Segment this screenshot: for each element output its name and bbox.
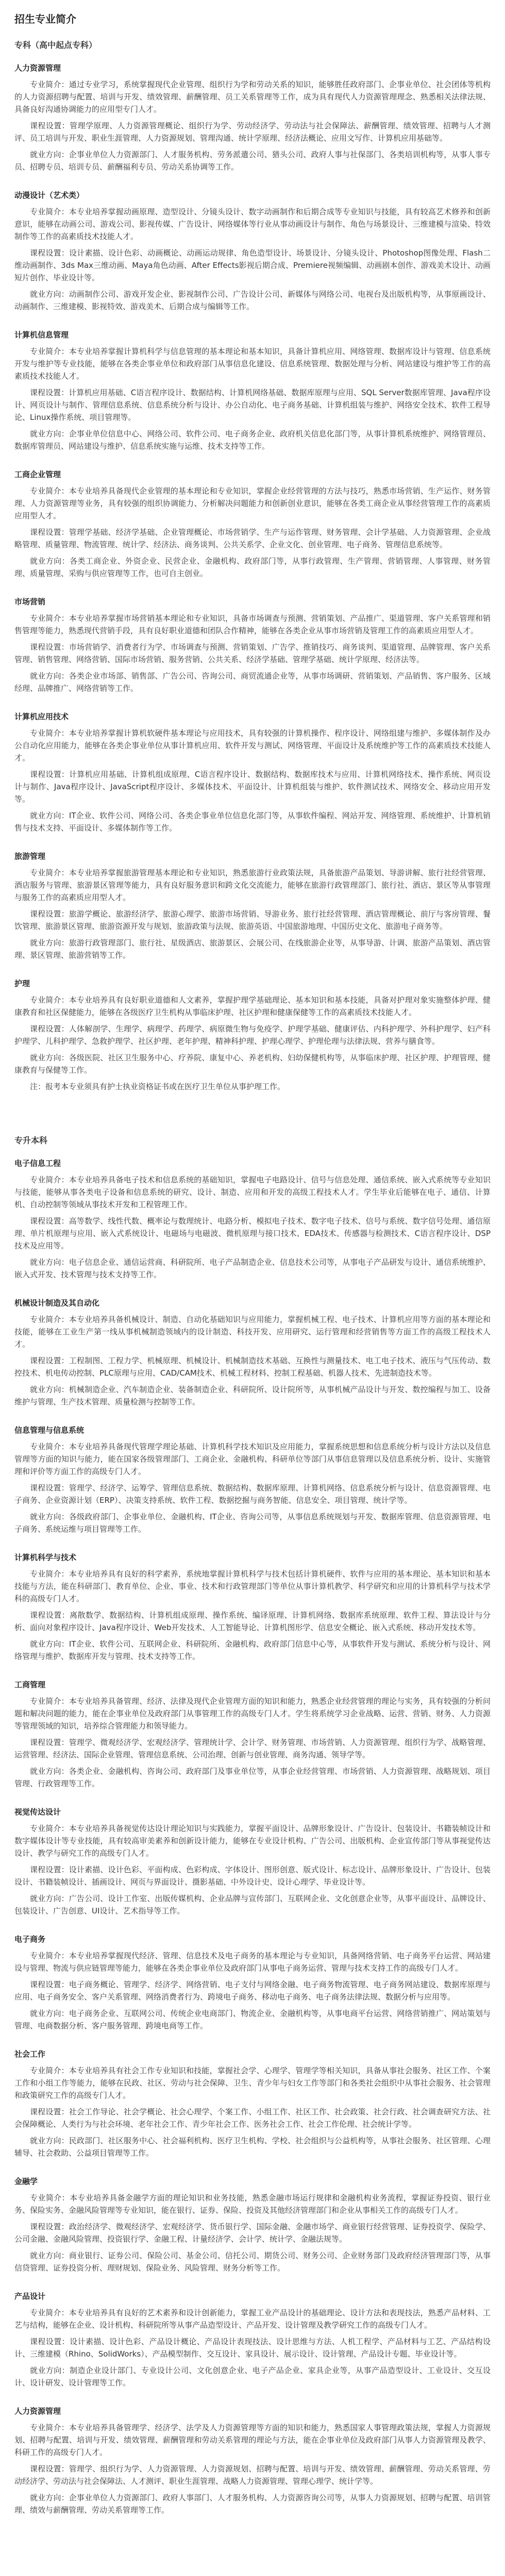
major-paragraph: 就业方向：企事业单位人力资源部门、政府人事部门、人才服务机构、人力资源咨询公司等，从事人力资源规划、招聘与配置、培训管理、绩效与薪酬管理、劳动关系管理等工作。 — [14, 2493, 491, 2515]
major-name: 护理 — [14, 979, 30, 988]
major-paragraph: 就业方向：各级医院、社区卫生服务中心、疗养院、康复中心、养老机构、妇幼保健机构等，从事临床护理、社区护理、护理管理、健康教育与保健等工作。 — [14, 1053, 491, 1075]
major-paragraph: 专业简介：本专业培养具备金融学方面的理论知识和业务技能，熟悉金融市场运行规律和金融机构业务流程，掌握证券投资、银行业务、保险实务、金融风险管理等专业知识，能在银行、证券、保险、投资及其他经济管理部门和企业从事相关工作的高级专门人才。 — [14, 2193, 491, 2215]
major-name: 人力资源管理 — [14, 63, 61, 73]
major-paragraph: 专业简介：本专业培养掌握市场营销基本理论和专业知识，具备市场调查与预测、营销策划、产品推广、渠道管理、客户关系管理和销售管理等能力，熟悉现代营销手段，具有良好职业道德和团队合作精神，能够在各类企业从事市场营销及管理工作的高素质应用型人才。 — [14, 614, 491, 635]
sections-container — [14, 39, 491, 2516]
major-paragraph: 课程设置：离散数学、数据结构、计算机组成原理、操作系统、编译原理、计算机网络、数据库系统原理、软件工程、算法设计与分析、面向对象程序设计、Java程序设计、Web开发技术、人工智能导论、计算机图形学、信息安全概论、嵌入式系统、移动开发技术等。 — [14, 1611, 491, 1632]
major-paragraph: 专业简介：本专业培养具备现代管理学理论基础、计算机科学技术知识及应用能力，掌握系统思想和信息系统分析与设计方法以及信息管理等方面的知识与能力，能在国家各级管理部门、工商企业、金融机构、科研单位等部门从事信息管理以及信息系统分析、设计、实施管理和评价等方面工作的高级专门人才。 — [14, 1442, 491, 1476]
major-paragraph: 就业方向：动画制作公司、游戏开发企业、影视制作公司、广告设计公司、新媒体与网络公司、电视台及出版机构等，从事原画设计、动画制作、三维建模、影视特效、游戏美术、后期合成与编辑等工作。 — [14, 290, 491, 311]
major-block — [14, 1679, 491, 1790]
major-block — [14, 596, 491, 694]
page-title: 招生专业简介 — [14, 13, 76, 25]
major-paragraph: 专业简介：本专业培养具备现代企业管理的基本理论和专业知识，掌握企业经营管理的方法与技巧，熟悉市场营销、生产运作、财务管理、人力资源管理等业务，具有较强的组织协调能力、分析解决问题能力和创新创业意识，能够在各类工商企业从事经营管理工作的高素质应用型人才。 — [14, 486, 491, 520]
page — [14, 0, 491, 2548]
major-block — [14, 189, 491, 313]
major-paragraph: 专业简介：本专业培养具有社会工作专业知识和技能，掌握社会学、心理学、管理学等相关知识，具备从事社会服务、社区工作、个案工作和小组工作等能力，能够在民政、社区、劳动与社会保障、卫生、青少年与妇女工作等部门和各类社会组织中从事社会服务、社会管理和政策研究工作的高级专门人才。 — [14, 2066, 491, 2100]
major-paragraph: 专业简介：本专业培养具备管理学、经济学、法学及人力资源管理等方面的知识和能力，熟悉国家人事管理政策法规，掌握人力资源规划、招聘与配置、培训与开发、绩效管理、薪酬管理和劳动关系管理的理论与方法，能在企事业单位及政府部门从事人力资源管理及教学、科研工作的高级专门人才。 — [14, 2423, 491, 2457]
major-block — [14, 2175, 491, 2274]
major-paragraph: 课程设置：计算机应用基础、计算机组成原理、C语言程序设计、数据结构、数据库技术与应用、计算机网络技术、操作系统、网页设计与制作、Java程序设计、JavaScript程序设计、多媒体技术、平面设计、计算机组装与维护、软件测试技术、网络安全、移动应用开发等。 — [14, 770, 491, 804]
major-paragraph: 专业简介：本专业培养具备视觉传达设计理论知识与实践能力，掌握平面设计、品牌形象设计、广告设计、包装设计、书籍装帧设计和数字媒体设计等专业技能，具有较高审美素养和创新设计能力，能够在专业设计机构、广告公司、出版机构、企业宣传部门等从事视觉传达设计、教学与研究工作的高级专门人才。 — [14, 1824, 491, 1858]
level-section — [14, 39, 491, 1093]
major-paragraph: 课程设置：高等数学、线性代数、概率论与数理统计、电路分析、模拟电子技术、数字电子技术、信号与系统、数字信号处理、通信原理、单片机原理与应用、嵌入式系统设计、电磁场与电磁波、微机原理与接口技术、EDA技术、传感器与检测技术、C语言程序设计、DSP技术及应用等。 — [14, 1216, 491, 1250]
major-name: 动漫设计（艺术类） — [14, 191, 85, 200]
major-paragraph: 专业简介：本专业培养具有良好的科学素养，系统地掌握计算机科学与技术包括计算机硬件、软件与应用的基本理论、基本知识和基本技能与方法，能在科研部门、教育单位、企业、事业、技术和行政管理部门等单位从事计算机教学、科学研究和应用的计算机科学与技术学科的高级专门人才。 — [14, 1569, 491, 1603]
section-gap — [14, 1109, 491, 1134]
major-block — [14, 850, 491, 961]
major-name: 旅游管理 — [14, 852, 46, 861]
major-block — [14, 710, 491, 834]
major-block — [14, 2048, 491, 2159]
major-paragraph: 就业方向：IT企业、软件公司、互联网企业、科研院所、金融机构、政府部门信息中心等，从事软件开发与测试、系统分析与设计、网络管理与维护、数据库开发与管理、技术支持等工作。 — [14, 1639, 491, 1661]
major-paragraph: 课程设置：计算机应用基础、C语言程序设计、数据结构、计算机网络基础、数据库原理与应用、SQL Server数据库管理、Java程序设计、网页设计与制作、管理信息系统、信息系统分析与设计、办公自动化、电子商务基础、计算机组装与维护、网络安全技术、软件工程导论、Linux操作系统、项目管理等。 — [14, 388, 491, 422]
major-paragraph: 就业方向：各类企业、金融机构、咨询公司、政府部门及事业单位等，从事企业经营管理、市场营销、人力资源管理、战略规划、项目管理、行政管理等工作。 — [14, 1767, 491, 1788]
major-block — [14, 62, 491, 173]
major-paragraph: 课程设置：设计素描、设计色彩、平面构成、色彩构成、字体设计、图形创意、版式设计、标志设计、品牌形象设计、广告设计、包装设计、书籍装帧设计、插画设计、网页与界面设计、摄影基础、中外设计史、设计心理学、毕业设计等。 — [14, 1865, 491, 1887]
major-block — [14, 1157, 491, 1281]
major-name: 工商企业管理 — [14, 470, 61, 479]
major-paragraph: 注：报考本专业须具有护士执业资格证书或在医疗卫生单位从事护理工作。 — [30, 1082, 285, 1091]
major-paragraph: 专业简介：本专业培养具备管理、经济、法律及现代企业管理方面的知识和能力，熟悉企业经营管理的理论与实务，具有较强的分析问题和解决问题的能力，能在企事业单位及政府部门从事管理工作的高级专门人才。学生将系统学习企业战略、运营、营销、财务、人力资源等管理领域的知识，培养综合管理能力和领导能力。 — [14, 1697, 491, 1731]
major-name: 视觉传达设计 — [14, 1807, 61, 1817]
major-paragraph: 课程设置：人体解剖学、生理学、病理学、药理学、病原微生物与免疫学、护理学基础、健康评估、内科护理学、外科护理学、妇产科护理学、儿科护理学、急救护理学、社区护理、老年护理、精神科护理、护理心理学、护理伦理与法律法规、营养与膳食等。 — [14, 1024, 491, 1046]
major-paragraph: 专业简介：通过专业学习，系统掌握现代企业管理、组织行为学和劳动关系的知识，能够胜任政府部门、企事业单位、社会团体等机构的人力资源招聘与配置、培训与开发、绩效管理、薪酬管理、员工关系管理等工作，成为具有现代人力资源管理理念、熟悉相关法律法规、具备良好沟通协调能力的应用型专门人才。 — [14, 80, 491, 114]
major-name: 产品设计 — [14, 2292, 46, 2301]
major-block — [14, 329, 491, 452]
major-paragraph: 就业方向：机械制造企业、汽车制造企业、装备制造企业、科研院所、设计院所等，从事机械产品设计与开发、数控编程与加工、设备维护与管理、生产技术管理、质量检测与控制等工作。 — [14, 1385, 491, 1406]
major-paragraph: 就业方向：企事业单位人力资源部门、人才服务机构、劳务派遣公司、猎头公司、政府人事与社保部门、各类培训机构等，从事人事专员、招聘专员、培训专员、薪酬福利专员、劳动关系协调等工作。 — [14, 150, 491, 172]
major-paragraph: 专业简介：本专业培养具有良好职业道德和人文素养，掌握护理学基础理论、基本知识和基本技能，具备对护理对象实施整体护理、健康教育和社区保健能力，能够在各级医疗卫生机构从事临床护理、社区护理和健康保健等工作的高素质技术技能人才。 — [14, 995, 491, 1017]
major-paragraph: 专业简介：本专业培养掌握计算机科学与信息管理的基本理论和基本知识，具备计算机应用、网络管理、数据库设计与管理、信息系统开发与维护等专业技能，能够在各类企事业单位和政府部门从事信息化建设、信息系统管理、数据处理与分析、网站建设与维护等工作的高素质技术技能人才。 — [14, 347, 491, 381]
major-paragraph: 课程设置：社会工作导论、社会学概论、社会心理学、个案工作、小组工作、社区工作、社会政策、社会行政、社会调查研究方法、社会保障概论、人类行为与社会环境、老年社会工作、青少年社会工作、医务社会工作、社会工作伦理、社会统计学等。 — [14, 2107, 491, 2129]
major-paragraph: 就业方向：IT企业、软件公司、网络公司、各类企事业单位信息化部门等，从事软件编程、网站开发、网络管理、系统维护、计算机销售与技术支持、平面设计、多媒体制作等工作。 — [14, 811, 491, 833]
major-name: 市场营销 — [14, 597, 46, 606]
major-name: 社会工作 — [14, 2049, 46, 2059]
major-block — [14, 1806, 491, 1917]
major-block — [14, 2290, 491, 2389]
major-name: 电子商务 — [14, 1935, 46, 1944]
level-section — [14, 1134, 491, 2516]
major-block — [14, 468, 491, 580]
major-paragraph: 就业方向：电子信息企业、通信运营商、科研院所、电子产品制造企业、信息技术公司等，从事电子产品研发与设计、通信系统维护、嵌入式开发、技术管理与技术支持等工作。 — [14, 1258, 491, 1279]
major-paragraph: 就业方向：民政部门、社区服务中心、社会福利机构、医疗卫生机构、学校、社会组织与公益机构等，从事社会服务、社区管理、心理辅导、社会救助、公益项目管理等工作。 — [14, 2136, 491, 2158]
major-paragraph: 课程设置：管理学、经济学、运筹学、管理信息系统、数据结构、数据库原理、计算机网络、信息系统分析与设计、信息资源管理、电子商务、企业资源计划（ERP）、决策支持系统、软件工程、数据挖掘与商务智能、信息安全、项目管理、统计学等。 — [14, 1483, 491, 1505]
major-block — [14, 1551, 491, 1663]
major-paragraph: 课程设置：旅游学概论、旅游经济学、旅游心理学、旅游市场营销、导游业务、旅行社经营管理、酒店管理概论、前厅与客房管理、餐饮管理、旅游景区管理、旅游资源开发与规划、旅游政策与法规、旅游英语、中国旅游地理、中国历史文化、旅游电子商务等。 — [14, 909, 491, 931]
major-paragraph: 专业简介：本专业培养掌握计算机软硬件基本理论与应用技术，具有较强的计算机操作、程序设计、网络组建与维护、多媒体制作及办公自动化应用能力，能够在各类企事业单位从事计算机应用、软件开发与测试、网络管理、平面设计及系统维护等工作的高素质技术技能人才。 — [14, 728, 491, 762]
major-paragraph: 专业简介：本专业培养具备机械设计、制造、自动化基础知识与应用能力，掌握机械工程、电子技术、计算机应用等方面的基本理论和技能，能够在工业生产第一线从事机械制造领域内的设计制造、科技开发、应用研究、运行管理和经营销售等方面工作的高级工程技术人才。 — [14, 1315, 491, 1349]
major-paragraph: 专业简介：本专业培养具有良好的艺术素养和设计创新能力，掌握工业产品设计的基础理论、设计方法和表现技法，熟悉产品材料、工艺与结构，能够在企业、设计机构、科研院所等从事产品造型设计、产品开发、设计管理及教学研究工作的高级专门人才。 — [14, 2308, 491, 2330]
major-name: 电子信息工程 — [14, 1159, 61, 1168]
major-paragraph: 课程设置：电子商务概论、管理学、经济学、网络营销、电子支付与网络金融、电子商务物流管理、电子商务网站建设、数据库原理与应用、电子商务安全、客户关系管理、网络消费者行为、跨境电子商务、移动电子商务、电子商务法律法规、数据分析与应用等。 — [14, 1980, 491, 2002]
major-paragraph: 就业方向：电子商务企业、互联网公司、传统企业电商部门、物流企业、金融机构等，从事电商平台运营、网络营销推广、网站策划与管理、电商数据分析、客户服务管理、跨境电商等工作。 — [14, 2009, 491, 2030]
major-paragraph: 课程设置：管理学基础、经济学基础、企业管理概论、市场营销学、生产与运作管理、财务管理、会计学基础、人力资源管理、企业战略管理、质量管理、物流管理、统计学、经济法、商务谈判、公共关系学、企业文化、创业管理、电子商务、管理信息系统等。 — [14, 528, 491, 549]
major-block — [14, 977, 491, 1093]
major-paragraph: 就业方向：旅游行政管理部门、旅行社、星级酒店、旅游景区、会展公司、在线旅游企业等，从事导游、计调、旅游产品策划、酒店管理、景区管理、旅游营销等工作。 — [14, 938, 491, 960]
major-paragraph: 就业方向：企事业单位信息中心、网络公司、软件公司、电子商务企业、政府机关信息化部门等，从事计算机系统维护、网络管理员、数据库管理员、网站建设与维护、信息系统实施与运维、技术支持等工作。 — [14, 429, 491, 451]
major-paragraph: 就业方向：商业银行、证券公司、保险公司、基金公司、信托公司、期货公司、财务公司、企业财务部门及政府经济管理部门等，从事信贷管理、证券投资分析、理财规划、保险业务、风险管理、财务分析等工作。 — [14, 2251, 491, 2273]
major-block — [14, 2405, 491, 2516]
major-paragraph: 就业方向：制造企业设计部门、专业设计公司、文化创意企业、电子产品企业、家具企业等，从事产品造型设计、工业设计、交互设计、设计研发、设计管理等工作。 — [14, 2366, 491, 2387]
major-block — [14, 1424, 491, 1535]
major-block — [14, 1297, 491, 1408]
major-paragraph: 专业简介：本专业培养掌握动画原理、造型设计、分镜头设计、数字动画制作和后期合成等专业知识与技能，具有较高艺术修养和创新意识，能够在动画公司、游戏公司、影视传媒、广告设计、网络媒体等行业从事动画设计与制作、角色与场景设计、三维建模与渲染、特效制作等工作的高素质技术技能人才。 — [14, 207, 491, 241]
major-paragraph: 专业简介：本专业培养掌握现代经济、管理、信息技术及电子商务的基本理论与专业知识，具备网络营销、电子商务平台运营、网站建设与管理、物流与供应链管理等能力，能够在各类企事业单位及政府部门从事电子商务运营、管理与技术支持工作的高级专门人才。 — [14, 1951, 491, 1973]
major-paragraph: 课程设置：管理学、组织行为学、人力资源管理、人力资源规划、招聘与配置、培训与开发、绩效管理、薪酬管理、劳动关系管理、劳动经济学、劳动法与社会保障法、人才测评、职业生涯管理、战略人力资源管理、管理心理学、统计学等。 — [14, 2464, 491, 2486]
major-name: 计算机信息管理 — [14, 330, 69, 340]
major-paragraph: 课程设置：政治经济学、微观经济学、宏观经济学、货币银行学、国际金融、金融市场学、商业银行经营管理、证券投资学、保险学、公司金融、金融风险管理、投资银行学、金融工程、计量经济学、会计学、统计学、金融法规等。 — [14, 2222, 491, 2244]
major-name: 计算机应用技术 — [14, 712, 69, 721]
major-paragraph: 课程设置：设计素描、设计色彩、产品设计概论、产品设计表现技法、设计思维与方法、人机工程学、产品材料与工艺、产品结构设计、三维建模（Rhino、SolidWorks）、产品模型制作、交互设计、家具设计、展示设计、设计管理、产品设计专题、毕业设计等。 — [14, 2337, 491, 2359]
major-paragraph: 课程设置：设计素描、设计色彩、动画概论、动画运动规律、角色造型设计、场景设计、分镜头设计、Photoshop图像处理、Flash二维动画制作、3ds Max三维动画、Maya角色动画、After Effects影视后期合成、Premiere视频编辑、动画剧本创作、游戏美术设计、动画短片创作、毕业设计等。 — [14, 248, 491, 282]
major-paragraph: 课程设置：管理学原理、人力资源管理概论、组织行为学、劳动经济学、劳动法与社会保障法、薪酬管理、绩效管理、招聘与人才测评、员工培训与开发、职业生涯管理、人力资源规划、管理沟通、统计学原理、经济法概论、应用文写作、计算机应用基础等。 — [14, 121, 491, 143]
level-heading: 专升本科 — [14, 1136, 48, 1145]
level-heading: 专科（高中起点专科） — [14, 40, 97, 50]
major-name: 人力资源管理 — [14, 2406, 61, 2416]
major-name: 机械设计制造及其自动化 — [14, 1298, 100, 1308]
major-name: 信息管理与信息系统 — [14, 1426, 85, 1435]
major-paragraph: 专业简介：本专业培养掌握旅游管理基本理论和专业知识，熟悉旅游行业政策法规，具备旅游产品策划、导游讲解、旅行社经营管理、酒店服务与管理、旅游景区管理等能力，具有良好服务意识和跨文化交流能力，能够在旅游行政管理部门、旅行社、酒店、景区等从事管理与服务工作的高素质应用型人才。 — [14, 868, 491, 902]
major-name: 计算机科学与技术 — [14, 1553, 77, 1562]
major-paragraph: 课程设置：工程制图、工程力学、机械原理、机械设计、机械制造技术基础、互换性与测量技术、电工电子技术、液压与气压传动、数控技术、机电传动控制、PLC原理与应用、CAD/CAM技术、机械工程材料、控制工程基础、机器人技术、先进制造技术等。 — [14, 1356, 491, 1378]
major-paragraph: 就业方向：各类工商企业、外资企业、民营企业、金融机构、政府部门等，从事行政管理、生产管理、营销管理、人事管理、财务管理、质量管理、采购与供应管理等工作，也可自主创业。 — [14, 556, 491, 578]
major-name: 工商管理 — [14, 1680, 46, 1689]
major-paragraph: 课程设置：市场营销学、消费者行为学、市场调查与预测、营销策划、广告学、推销技巧、商务谈判、渠道管理、品牌管理、客户关系管理、销售管理、网络营销、国际市场营销、服务营销、公共关系、经济学基础、管理学基础、统计学原理、经济法等。 — [14, 642, 491, 664]
major-paragraph: 就业方向：广告公司、设计工作室、出版传媒机构、企业品牌与宣传部门、互联网企业、文化创意企业等，从事平面设计、品牌设计、包装设计、广告创意、UI设计、艺术指导等工作。 — [14, 1894, 491, 1916]
major-name: 金融学 — [14, 2177, 38, 2186]
major-block — [14, 1933, 491, 2032]
major-paragraph: 就业方向：各级政府部门、企事业单位、金融机构、IT企业、咨询公司等，从事信息系统规划与开发、数据库管理、信息资源管理、电子商务、系统运维与项目管理等工作。 — [14, 1512, 491, 1534]
major-paragraph: 就业方向：各类企业市场部、销售部、广告公司、咨询公司、商贸流通企业等，从事市场调研、营销策划、产品销售、客户服务、区域经理、品牌推广、网络营销等工作。 — [14, 671, 491, 693]
major-paragraph: 课程设置：管理学、微观经济学、宏观经济学、管理统计学、会计学、财务管理、市场营销、人力资源管理、组织行为学、战略管理、运营管理、经济法、国际企业管理、管理信息系统、公司治理、创新与创业管理、商务沟通、领导学等。 — [14, 1738, 491, 1759]
major-paragraph: 专业简介：本专业培养具备电子技术和信息系统的基础知识，掌握电子电路设计、信号与信息处理、通信系统、嵌入式系统等专业知识与技能，能够从事各类电子设备和信息系统的研究、设计、制造、应用和开发的高级工程技术人才。学生毕业后能够在电子、通信、计算机、自动控制等领域从事技术开发和工程管理工作。 — [14, 1175, 491, 1209]
